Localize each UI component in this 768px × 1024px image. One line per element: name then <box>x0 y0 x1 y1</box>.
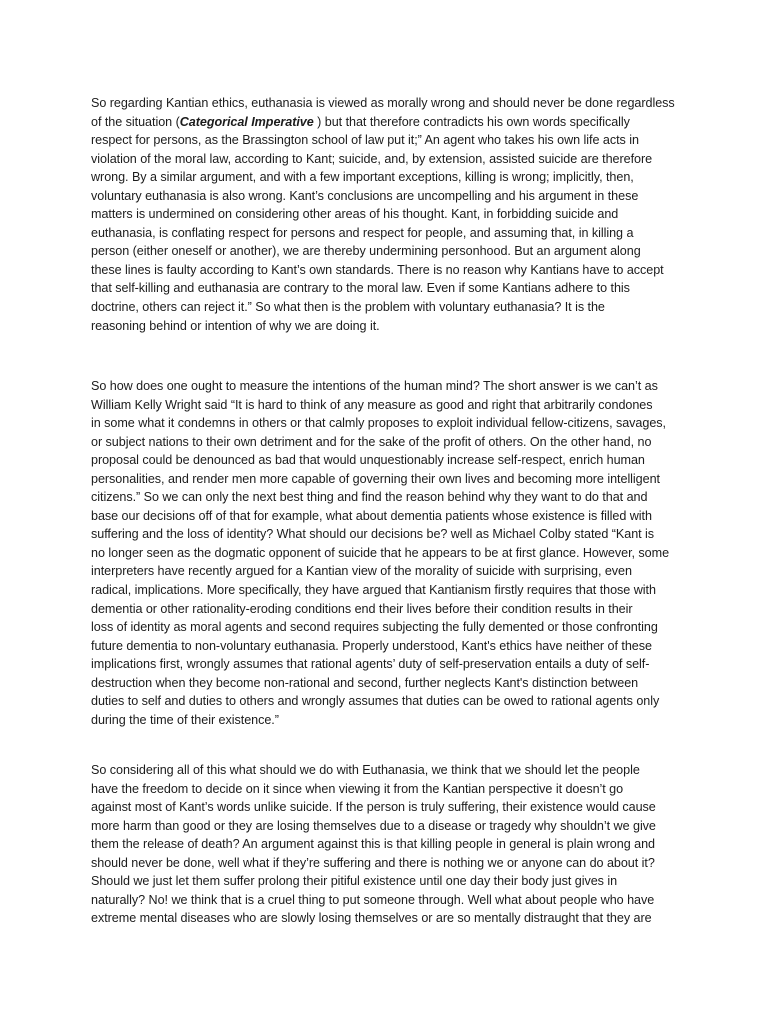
text-line <box>91 113 681 132</box>
text-line: destruction when they become non-rational and second, further neglects Kant's distinction between <box>91 675 639 690</box>
text-line: them the release of death? An argument against this is that killing people in general is plain wrong and <box>91 837 655 852</box>
text-line: So considering all of this what should we do with Euthanasia, we think that we should let the people <box>91 763 640 777</box>
text-line: citizens.” So we can only the next best thing and find the reason behind why they want to do that and <box>91 490 648 505</box>
text-line: So regarding Kantian ethics, euthanasia is viewed as morally wrong and should never be done regardless <box>91 96 675 110</box>
text-line: dementia or other rationality-eroding conditions end their lives before their condition results in their <box>91 601 633 616</box>
text-segment: ) but that therefore contradicts his own words specifically <box>313 114 630 129</box>
text-line: voluntary euthanasia is also wrong. Kant’s conclusions are uncompelling and his argument in these <box>91 188 639 203</box>
paragraph-kantian-ethics <box>91 94 681 335</box>
text-line: future dementia to non-voluntary euthanasia. Properly understood, Kant's ethics have neither of these <box>91 638 652 653</box>
text-line: during the time of their existence.” <box>91 712 279 727</box>
text-line: So how does one ought to measure the intentions of the human mind? The short answer is we can’t as <box>91 379 658 393</box>
text-segment: of the situation ( <box>91 114 180 129</box>
text-line: suffering and the loss of identity? What should our decisions be? well as Michael Colby stated “Kant is <box>91 527 655 542</box>
text-line: have the freedom to decide on it since when viewing it from the Kantian perspective it doesn’t go <box>91 781 624 796</box>
text-line: radical, implications. More specifically, they have argued that Kantianism firstly requires that those with <box>91 583 656 598</box>
text-line: wrong. By a similar argument, and with a few important exceptions, killing is wrong; implicitly, then, <box>91 170 634 185</box>
text-line: interpreters have recently argued for a Kantian view of the morality of suicide with surprising, even <box>91 564 632 579</box>
text-line: against most of Kant’s words unlike suicide. If the person is truly suffering, their existence would cause <box>91 800 656 815</box>
text-line: loss of identity as moral agents and second requires subjecting the fully demented or those confronting <box>91 620 658 635</box>
text-line: doctrine, others can reject it.” So what then is the problem with voluntary euthanasia? It is the <box>91 300 605 315</box>
text-line: naturally? No! we think that is a cruel thing to put someone through. Well what about people who have <box>91 892 655 907</box>
text-line: in some what it condemns in others or that calmly proposes to exploit individual fellow-citizens, savages, <box>91 416 666 431</box>
text-line: no longer seen as the dogmatic opponent of suicide that he appears to be at first glance. However, some <box>91 545 670 560</box>
text-line: Should we just let them suffer prolong their pitiful existence until one day their body just gives in <box>91 874 618 889</box>
emphasized-term: Categorical Imperative <box>179 114 314 129</box>
text-line: euthanasia, is conflating respect for persons and respect for people, and assuming that, in killing a <box>91 225 634 240</box>
text-line: William Kelly Wright said “It is hard to think of any measure as good and right that arbitrarily condones <box>91 397 653 412</box>
text-line: should never be done, well what if they’re suffering and there is nothing we or anyone can do about it? <box>91 855 655 870</box>
paragraph-measuring-intentions <box>91 377 681 729</box>
text-line: reasoning behind or intention of why we are doing it. <box>91 318 380 333</box>
text-line: extreme mental diseases who are slowly losing themselves or are so mentally distraught that they are <box>91 911 652 926</box>
text-line: personalities, and render men more capable of governing their own lives and becoming more intelligent <box>91 471 660 486</box>
text-line: proposal could be denounced as bad that would unquestionably increase self-respect, enrich human <box>91 453 645 468</box>
text-line: these lines is faulty according to Kant’s own standards. There is no reason why Kantians have to accept <box>91 262 664 277</box>
text-line: respect for persons, as the Brassington school of law put it;” An agent who takes his own life acts in <box>91 133 639 148</box>
text-line: matters is undermined on considering other areas of his thought. Kant, in forbidding suicide and <box>91 207 619 222</box>
text-line: implications first, wrongly assumes that rational agents’ duty of self-preservation entails a duty of self- <box>91 657 650 672</box>
text-line: violation of the moral law, according to Kant; suicide, and, by extension, assisted suicide are therefore <box>91 151 653 166</box>
text-line: that self-killing and euthanasia are contrary to the moral law. Even if some Kantians adhere to this <box>91 281 630 296</box>
text-line: person (either oneself or another), we are thereby undermining personhood. But an argument along <box>91 244 641 259</box>
text-line: duties to self and duties to others and wrongly assumes that duties can be owed to rational agents only <box>91 694 660 709</box>
text-line: base our decisions off of that for example, what about dementia patients whose existence is filled with <box>91 508 652 523</box>
text-line: or subject nations to their own detriment and for the sake of the profit of others. On the other hand, no <box>91 434 652 449</box>
text-line: more harm than good or they are losing themselves due to a disease or tragedy why shouldn’t we give <box>91 818 656 833</box>
paragraph-conclusion <box>91 761 681 928</box>
